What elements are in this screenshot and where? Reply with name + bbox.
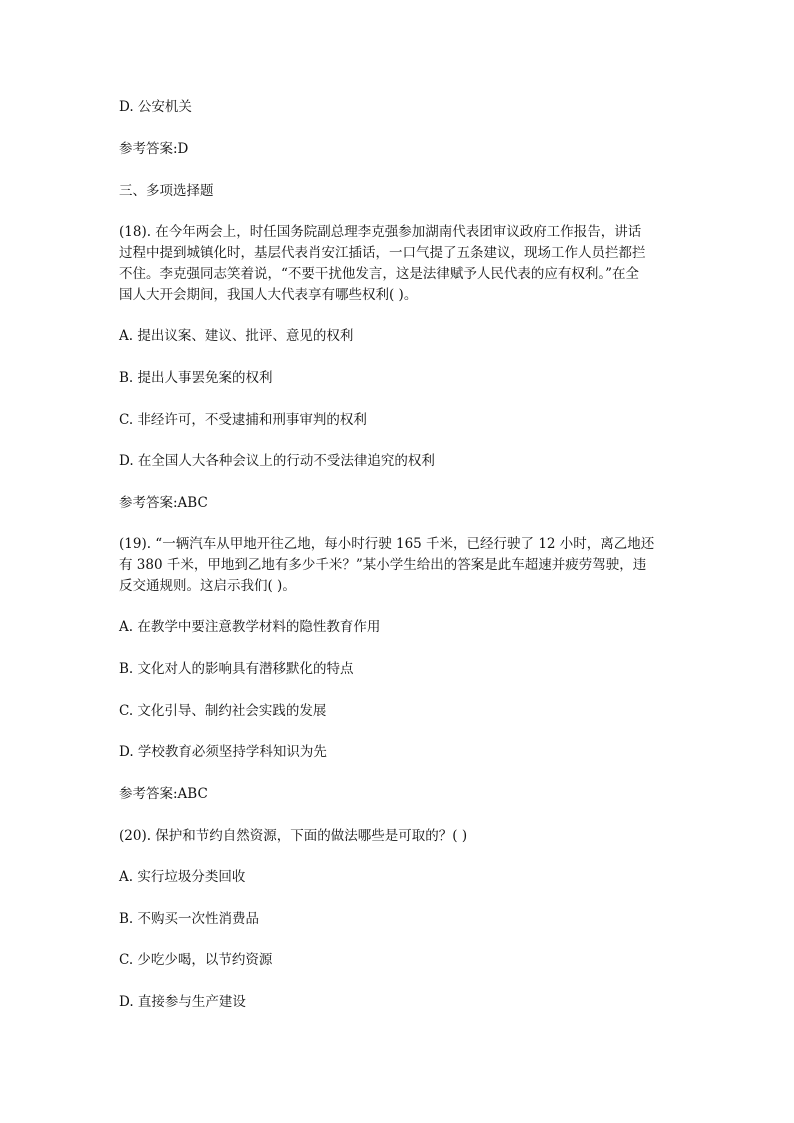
q18-stem-line: 过程中提到城镇化时，基层代表肖安江插话，一口气提了五条建议，现场工作人员拦都拦 [119,245,646,261]
q18-stem [119,222,679,306]
q20-stem: (20). 保护和节约自然资源，下面的做法哪些是可取的？( ) [119,828,468,844]
q19-stem [119,534,679,597]
q19-answer: 参考答案:ABC [119,786,208,802]
q20-option-b: B. 不购买一次性消费品 [119,911,260,927]
q18-option-b: B. 提出人事罢免案的权利 [119,370,273,386]
q20-option-c: C. 少吃少喝，以节约资源 [119,952,273,968]
section-title: 三、多项选择题 [119,183,214,199]
q18-stem-line: (18). 在今年两会上，时任国务院副总理李克强参加湖南代表团审议政府工作报告，讲话 [119,224,642,240]
q18-option-a: A. 提出议案、建议、批评、意见的权利 [119,328,354,344]
q20-option-a: A. 实行垃圾分类回收 [119,869,246,885]
q18-stem-line: 不住。李克强同志笑着说，“不要干扰他发言，这是法律赋予人民代表的应有权利。”在全 [119,266,640,282]
q18-option-c: C. 非经许可，不受逮捕和刑事审判的权利 [119,412,367,428]
q18-stem-line: 国人大开会期间，我国人大代表享有哪些权利( )。 [119,287,418,303]
q17-answer: 参考答案:D [119,141,189,157]
q17-option-d: D. 公安机关 [119,99,192,115]
q19-option-b: B. 文化对人的影响具有潜移默化的特点 [119,661,354,677]
q19-stem-line: 反交通规则。这启示我们( )。 [119,578,296,594]
q19-stem-line: 有 380 千米，甲地到乙地有多少千米？”某小学生给出的答案是此车超速并疲劳驾驶，违 [119,557,647,573]
q18-option-d: D. 在全国人大各种会议上的行动不受法律追究的权利 [119,453,435,469]
q19-option-d: D. 学校教育必须坚持学科知识为先 [119,744,327,760]
q19-stem-line: (19). “一辆汽车从甲地开往乙地，每小时行驶 165 千米，已经行驶了 12 小时，离乙地还 [119,536,655,552]
q19-option-c: C. 文化引导、制约社会实践的发展 [119,703,327,719]
q19-option-a: A. 在教学中要注意教学材料的隐性教育作用 [119,619,381,635]
q20-option-d: D. 直接参与生产建设 [119,994,246,1010]
q18-answer: 参考答案:ABC [119,495,208,511]
